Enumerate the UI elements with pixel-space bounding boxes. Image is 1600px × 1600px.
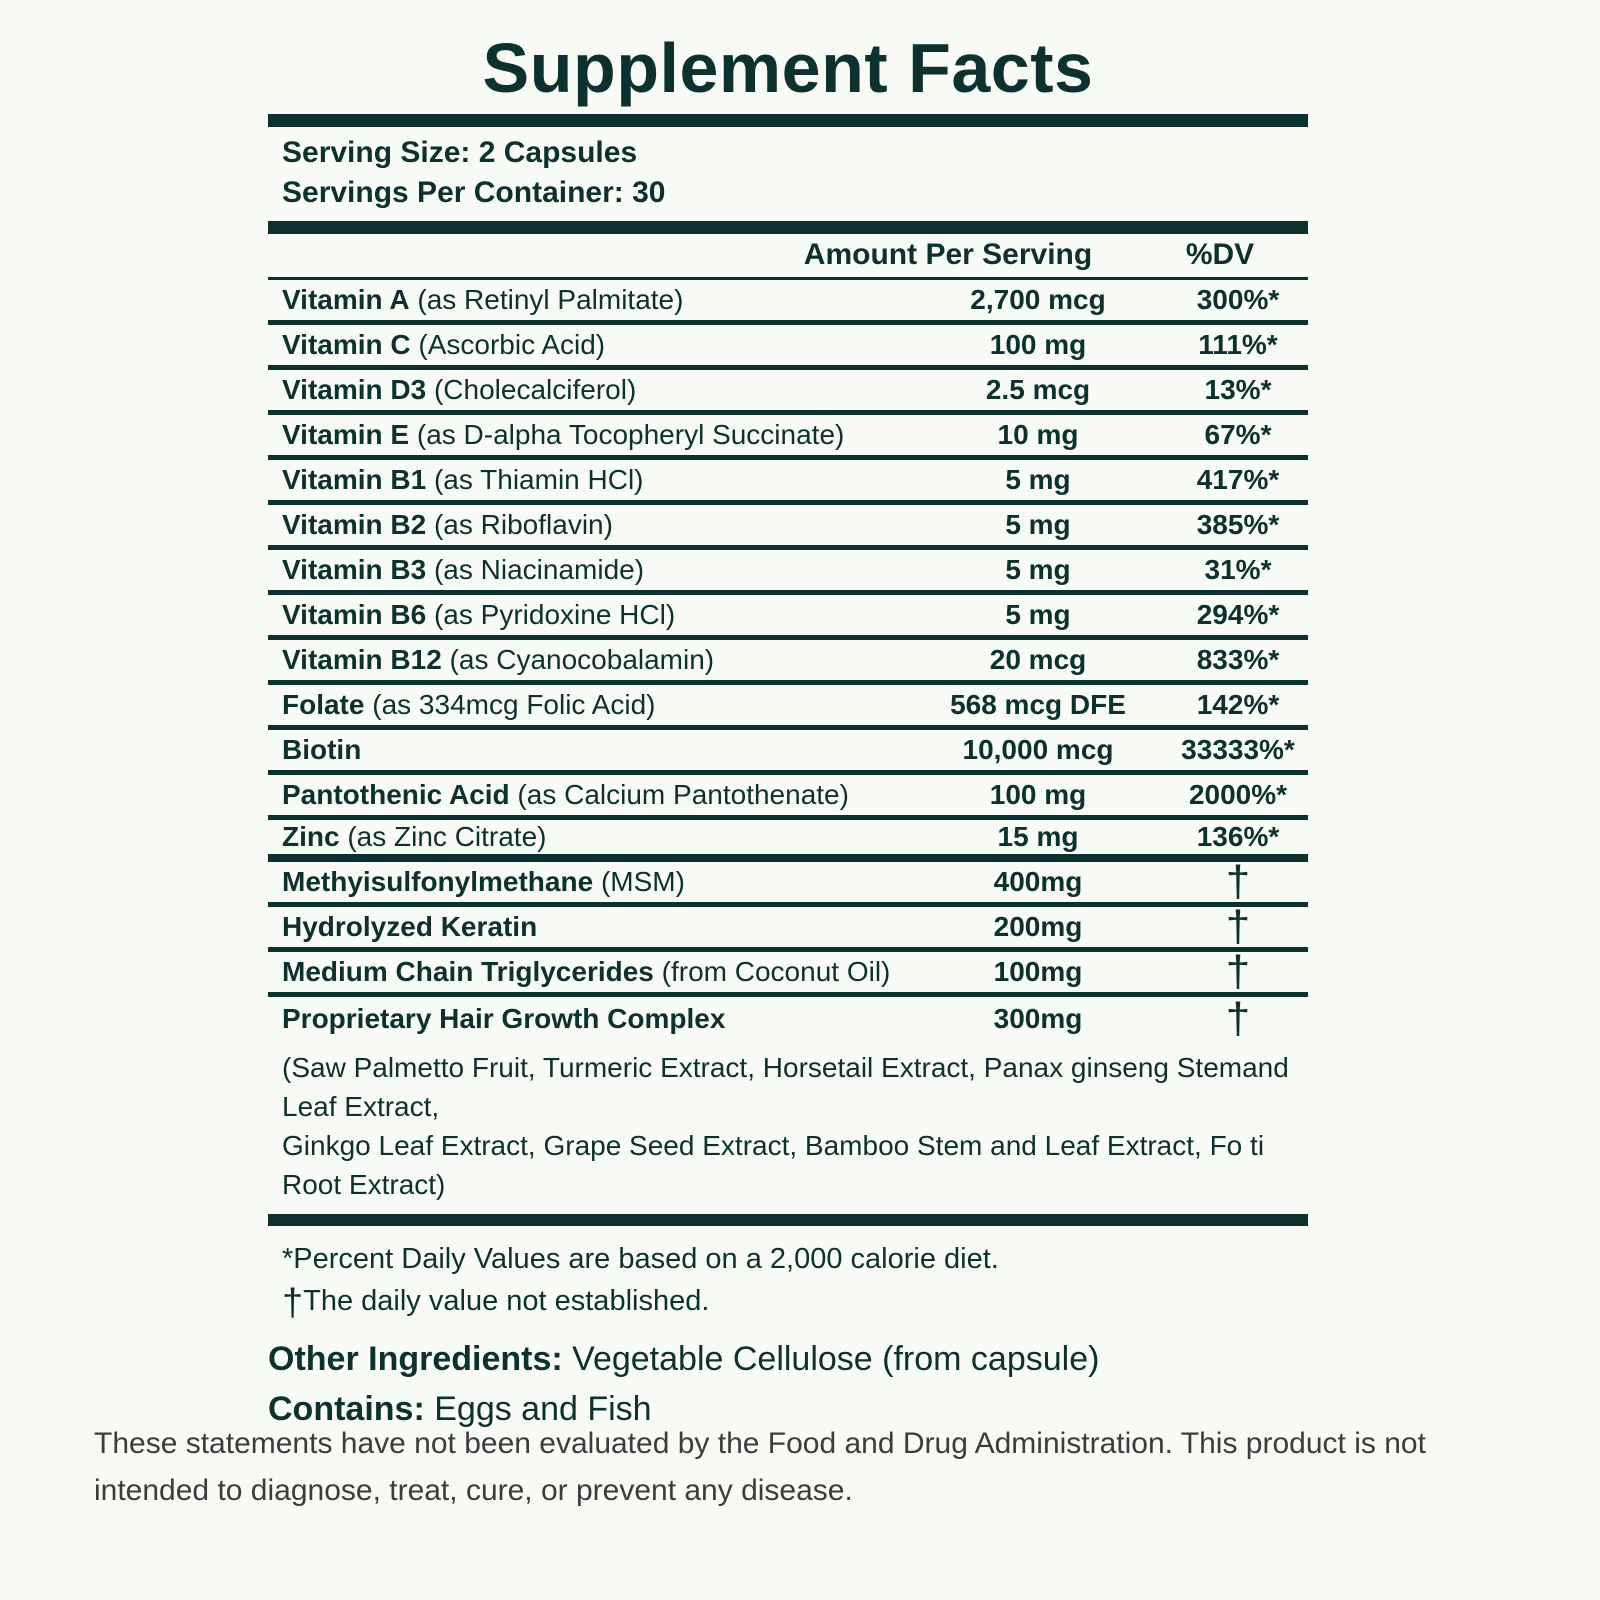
nutrient-amount: 568 mcg DFE — [950, 688, 1126, 720]
table-row — [268, 946, 1308, 997]
nutrient-detail: (as 334mcg Folic Acid) — [364, 688, 656, 720]
nutrient-detail: (MSM) — [593, 865, 685, 897]
nutrient-dv: 67%* — [1204, 418, 1272, 450]
proprietary-complex-description — [268, 1042, 1308, 1214]
table-row — [268, 280, 1308, 325]
nutrient-amount: 10 mg — [997, 418, 1079, 450]
nutrient-name: Vitamin B12 — [282, 643, 442, 675]
nutrient-name-cell — [268, 866, 908, 898]
footnote-dagger-text: The daily value not established. — [303, 1284, 710, 1317]
nutrient-name: Vitamin E — [282, 418, 410, 450]
divider-bar-bottom — [268, 1214, 1308, 1226]
nutrient-name-cell — [268, 689, 908, 721]
nutrient-amount: 5 mg — [1005, 463, 1071, 495]
table-row — [268, 901, 1308, 952]
nutrient-detail: (as Niacinamide) — [426, 553, 645, 585]
nutrient-amount: 300mg — [993, 1003, 1083, 1034]
nutrient-dv: 833%* — [1196, 643, 1280, 675]
nutrient-name: Vitamin A — [282, 283, 410, 315]
table-row — [268, 415, 1308, 460]
nutrient-name: Hydrolyzed Keratin — [282, 910, 538, 942]
nutrient-amount: 200mg — [993, 910, 1083, 942]
nutrient-amount: 5 mg — [1005, 508, 1071, 540]
table-row — [268, 325, 1308, 370]
nutrient-name-cell — [268, 644, 908, 676]
nutrient-dv: 33333%* — [1181, 733, 1295, 765]
nutrient-name-cell — [268, 821, 908, 853]
servings-per-container: Servings Per Container: 30 — [282, 175, 666, 209]
nutrient-amount: 5 mg — [1005, 598, 1071, 630]
contains-value: Eggs and Fish — [424, 1389, 652, 1428]
nutrient-detail: (as Calcium Pantothenate) — [509, 778, 849, 810]
nutrient-name: Vitamin C — [282, 328, 411, 360]
nutrient-name: Pantothenic Acid — [282, 778, 510, 810]
nutrient-dv: 417%* — [1196, 463, 1280, 495]
nutrient-name: Zinc — [282, 820, 340, 852]
divider-bar-header — [268, 221, 1308, 234]
nutrient-detail: (Cholecalciferol) — [426, 373, 637, 405]
nutrient-name-cell — [268, 554, 908, 586]
other-ingredients — [268, 1334, 1308, 1384]
nutrient-detail: (as Zinc Citrate) — [339, 820, 547, 852]
table-row — [268, 595, 1308, 640]
nutrient-amount: 5 mg — [1005, 553, 1071, 585]
nutrient-detail: (Ascorbic Acid) — [410, 328, 606, 360]
nutrient-name-cell — [268, 329, 908, 361]
other-ingredients-value: Vegetable Cellulose (from capsule) — [562, 1339, 1100, 1378]
nutrient-detail: (from Coconut Oil) — [653, 955, 891, 987]
nutrient-name: Folate — [282, 688, 365, 720]
nutrient-name-cell — [268, 734, 908, 766]
nutrient-name: Methyisulfonylmethane — [282, 865, 594, 897]
nutrient-dv: 300%* — [1196, 283, 1280, 315]
percent-dv-header: %DV — [1185, 238, 1255, 271]
other-ingredients-block — [268, 1334, 1308, 1434]
nutrient-name: Vitamin B1 — [282, 463, 427, 495]
nutrient-name-cell — [268, 374, 908, 406]
nutrient-name-cell — [268, 779, 908, 811]
other-ingredients-label: Other Ingredients: — [268, 1339, 563, 1378]
complex-description-line2: Ginkgo Leaf Extract, Grape Seed Extract, Bamboo Stem and Leaf Extract, Fo ti Root Extract) — [282, 1129, 1265, 1200]
table-row — [268, 685, 1308, 730]
table-row — [268, 505, 1308, 550]
nutrient-dv: 31%* — [1204, 553, 1272, 585]
nutrient-amount: 100mg — [993, 955, 1083, 987]
nutrient-amount: 10,000 mcg — [962, 733, 1114, 765]
fda-disclaimer: These statements have not been evaluated by the Food and Drug Administration. This product is not intended to diagnose, treat, cure, or prevent any disease. — [94, 1427, 1426, 1507]
nutrient-dv: † — [1225, 994, 1251, 1043]
nutrient-name-cell — [268, 956, 908, 988]
amount-per-serving-header: Amount Per Serving — [803, 238, 1093, 271]
nutrient-name: Vitamin D3 — [282, 373, 427, 405]
nutrient-table — [268, 280, 1308, 1042]
nutrient-dv: 385%* — [1196, 508, 1280, 540]
footnote-dagger — [282, 1280, 1308, 1322]
table-row — [268, 550, 1308, 595]
serving-info — [268, 127, 1308, 221]
nutrient-detail: (as Retinyl Palmitate) — [409, 283, 684, 315]
nutrient-dv: 142%* — [1196, 688, 1280, 720]
footnotes — [268, 1226, 1308, 1322]
nutrient-dv: 136%* — [1196, 820, 1280, 852]
nutrient-name: Proprietary Hair Growth Complex — [282, 1003, 726, 1034]
nutrient-detail: (as Riboflavin) — [426, 508, 613, 540]
nutrient-dv: 111%* — [1198, 328, 1278, 360]
nutrient-amount: 20 mcg — [989, 643, 1087, 675]
contains-label: Contains: — [268, 1389, 425, 1428]
nutrient-amount: 2,700 mcg — [970, 283, 1106, 315]
nutrient-detail: (as D-alpha Tocopheryl Succinate) — [409, 418, 845, 450]
nutrient-name: Vitamin B3 — [282, 553, 427, 585]
nutrient-name-cell — [268, 911, 908, 943]
table-row — [268, 775, 1308, 820]
nutrient-detail: (as Cyanocobalamin) — [441, 643, 715, 675]
table-row — [268, 820, 1308, 862]
nutrient-dv: 2000%* — [1188, 778, 1288, 810]
nutrient-amount: 100 mg — [989, 328, 1087, 360]
complex-description-line1: (Saw Palmetto Fruit, Turmeric Extract, Horsetail Extract, Panax ginseng Stemand Leaf Extract, — [282, 1051, 1289, 1122]
dagger-icon: † — [282, 1281, 304, 1324]
nutrient-name-cell — [268, 419, 908, 451]
nutrient-amount: 100 mg — [989, 778, 1087, 810]
nutrient-dv: 294%* — [1196, 598, 1280, 630]
nutrient-dv: † — [1225, 946, 1251, 996]
table-row — [268, 730, 1308, 775]
nutrient-dv: † — [1225, 856, 1251, 906]
table-header — [268, 234, 1308, 280]
nutrient-detail: (as Thiamin HCl) — [426, 463, 644, 495]
table-row — [268, 370, 1308, 415]
nutrient-name-cell — [268, 1003, 908, 1035]
nutrient-name-cell — [268, 464, 908, 496]
nutrient-amount: 2.5 mcg — [985, 373, 1091, 405]
nutrient-detail: (as Pyridoxine HCl) — [426, 598, 676, 630]
table-row — [268, 460, 1308, 505]
nutrient-dv: † — [1225, 901, 1251, 951]
nutrient-name-cell — [268, 284, 908, 316]
nutrient-name: Vitamin B6 — [282, 598, 427, 630]
table-row — [268, 994, 1308, 1043]
nutrient-amount: 400mg — [993, 865, 1083, 897]
nutrient-name-cell — [268, 509, 908, 541]
nutrient-name: Biotin — [282, 733, 362, 765]
table-row — [268, 856, 1308, 907]
nutrient-name: Vitamin B2 — [282, 508, 427, 540]
nutrient-dv: 13%* — [1204, 373, 1272, 405]
supplement-facts-label — [268, 0, 1308, 1434]
footnote-asterisk: *Percent Daily Values are based on a 2,000 calorie diet. — [282, 1242, 999, 1275]
table-row — [268, 640, 1308, 685]
supplement-facts-title: Supplement Facts — [482, 29, 1094, 107]
nutrient-name-cell — [268, 599, 908, 631]
serving-size: Serving Size: 2 Capsules — [282, 135, 638, 169]
nutrient-name: Medium Chain Triglycerides — [282, 955, 654, 987]
divider-bar-top — [268, 114, 1308, 127]
nutrient-amount: 15 mg — [997, 820, 1079, 852]
